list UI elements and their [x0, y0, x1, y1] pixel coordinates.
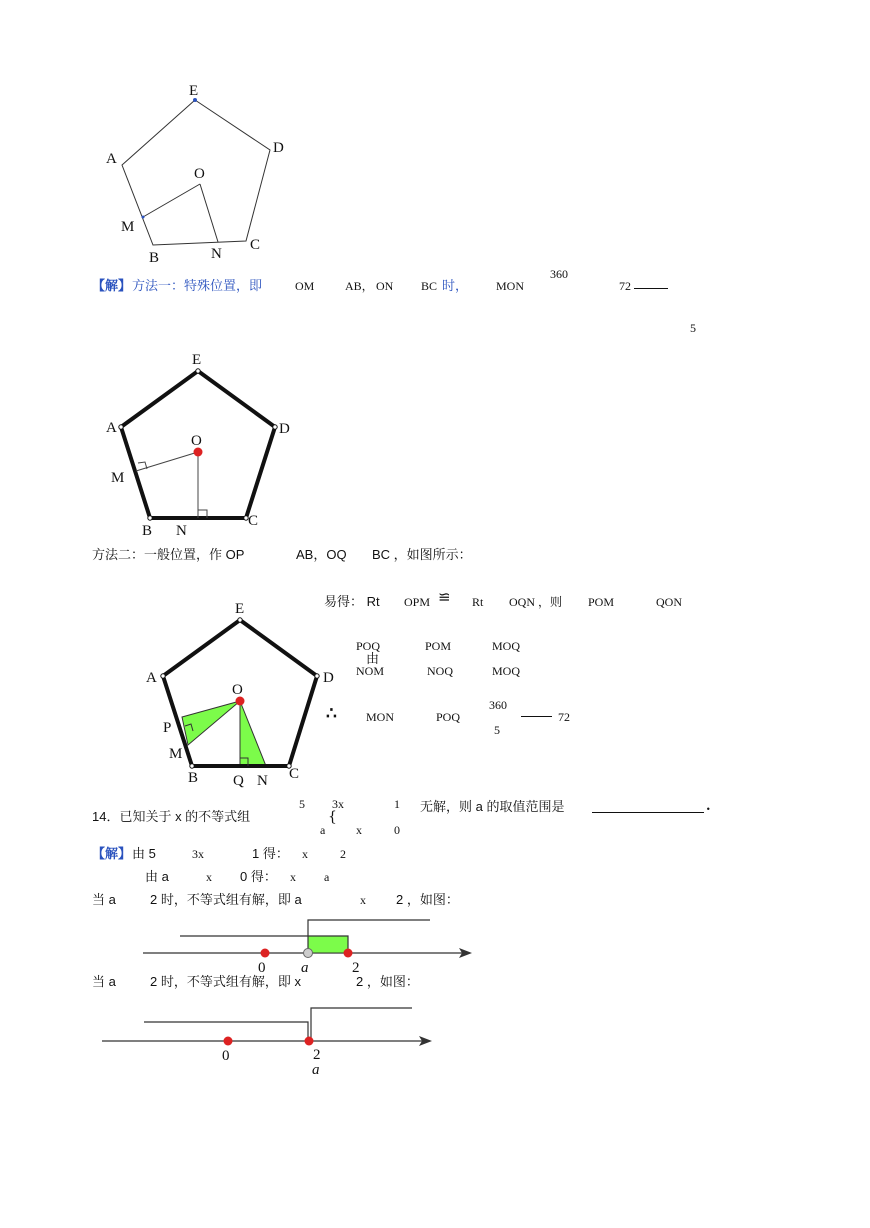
proof-opm: OPM	[404, 595, 431, 609]
label-d-3: D	[323, 670, 334, 686]
nl2-label-0: 0	[222, 1048, 230, 1064]
label-q-3: Q	[233, 773, 244, 789]
label-d-2: D	[279, 421, 290, 437]
nl2-point-2	[305, 1037, 314, 1046]
proof-oqn: OQN ，则	[509, 595, 562, 609]
proof-qon: QON	[656, 595, 682, 609]
q14-period: .	[706, 799, 711, 814]
q14-sys-r2-c: 0	[394, 823, 400, 837]
proof-you: 由	[366, 651, 380, 666]
q14-suffix: 无解，则 a 的取值范围是	[420, 799, 565, 814]
sol14-l1-c: 1 得：	[252, 846, 289, 861]
nl2-label-a: a	[312, 1062, 320, 1078]
q14-brace: {	[328, 809, 337, 825]
label-o-1: O	[194, 166, 205, 182]
case2-c: 2 ，如图：	[356, 974, 419, 989]
label-o-3: O	[232, 682, 243, 698]
sol14-l2-d: x	[290, 870, 296, 884]
sol1-on: ON	[376, 279, 394, 293]
method2-text-a: 方法二：一般位置，作 OP	[92, 547, 245, 562]
label-n-2: N	[176, 523, 187, 539]
label-c-1: C	[250, 237, 261, 253]
proof-den: 5	[494, 723, 500, 737]
sol1-bracket: 【解】	[92, 278, 132, 293]
proof-val: 72	[558, 710, 570, 724]
sol14-l1-b: 3x	[192, 847, 204, 861]
nl2-label-2: 2	[313, 1047, 321, 1063]
sol14-l2-c: 0 得：	[240, 869, 277, 884]
q14-sys-r2-a: a	[320, 823, 326, 837]
nl1-label-2: 2	[352, 960, 360, 976]
proof-num: 360	[489, 698, 507, 712]
sol1-den-5: 5	[690, 321, 696, 335]
q14-sys-r2-b: x	[356, 823, 362, 837]
case1-a: 当 a	[92, 892, 116, 907]
q14-prefix: 14．已知关于 x 的不等式组	[92, 809, 251, 824]
q14-sys-r1-c: 1	[394, 797, 400, 811]
sol1-om: OM	[295, 279, 315, 293]
label-a-1: A	[106, 151, 117, 167]
proof-therefore: ∴	[326, 704, 337, 724]
nl2-ray-right	[311, 1008, 412, 1041]
proof-pom: POM	[588, 595, 615, 609]
proof-r2-a: NOM	[356, 664, 385, 678]
label-m-2: M	[111, 470, 125, 486]
q14-sys-r1-b: 3x	[332, 797, 344, 811]
case2-a: 当 a	[92, 974, 116, 989]
case2-b: 2 时，不等式组有解，即 x	[150, 974, 301, 989]
proof-easy: 易得： Rt	[324, 594, 380, 609]
label-b-2: B	[142, 523, 153, 539]
sol14-l1-d: x	[302, 847, 308, 861]
sol1-when: 时，	[442, 278, 469, 293]
label-d-1: D	[273, 140, 284, 156]
case1-c: x	[360, 893, 366, 907]
sol14-l1-a: 由 5	[132, 846, 156, 861]
label-b-1: B	[149, 250, 160, 266]
label-m-3: M	[169, 746, 183, 762]
label-n-1: N	[211, 246, 222, 262]
sol14-l1-e: 2	[340, 847, 346, 861]
label-o-2: O	[191, 433, 202, 449]
label-p-3: P	[163, 720, 172, 736]
label-e-1: E	[189, 83, 199, 99]
label-b-3: B	[188, 770, 199, 786]
sol1-ab: AB，	[345, 279, 374, 293]
proof-r1-b: POM	[425, 639, 452, 653]
proof-poq: POQ	[436, 710, 461, 724]
proof-r1-a: POQ	[356, 639, 381, 653]
proof-r2-b: NOQ	[427, 664, 453, 678]
sol14-l2-e: a	[324, 870, 330, 884]
proof-r2-c: MOQ	[492, 664, 521, 678]
nl1-label-0: 0	[258, 960, 266, 976]
case1-d: 2 ，如图：	[396, 892, 459, 907]
sol1-mon: MON	[496, 279, 525, 293]
sol1-val-72: 72	[619, 279, 631, 293]
sol1-method1-text: 方法一：特殊位置，即	[132, 278, 263, 293]
method2-text-b: AB，OQ	[296, 547, 347, 562]
proof-rt2: Rt	[472, 595, 484, 609]
label-c-2: C	[248, 513, 259, 529]
congruent-symbol: ≌	[438, 588, 451, 606]
label-e-2: E	[192, 352, 202, 368]
label-a-3: A	[146, 670, 157, 686]
q14-sys-r1-a: 5	[299, 797, 305, 811]
sol14-bracket: 【解】	[92, 846, 132, 861]
label-a-2: A	[106, 420, 117, 436]
label-n-3: N	[257, 773, 268, 789]
label-c-3: C	[289, 766, 300, 782]
sol1-bc: BC	[421, 279, 438, 293]
sol1-num-360: 360	[550, 267, 568, 281]
nl2-point-0	[224, 1037, 233, 1046]
nl1-label-a: a	[301, 960, 309, 976]
case1-b: 2 时，不等式组有解，即 a	[150, 892, 302, 907]
proof-mon: MON	[366, 710, 395, 724]
sol14-l2-b: x	[206, 870, 212, 884]
method2-text-c: BC ，如图所示：	[372, 547, 472, 562]
label-m-1: M	[121, 219, 135, 235]
sol14-l2-a: 由 a	[145, 869, 169, 884]
label-e-3: E	[235, 601, 245, 617]
proof-r1-c: MOQ	[492, 639, 521, 653]
